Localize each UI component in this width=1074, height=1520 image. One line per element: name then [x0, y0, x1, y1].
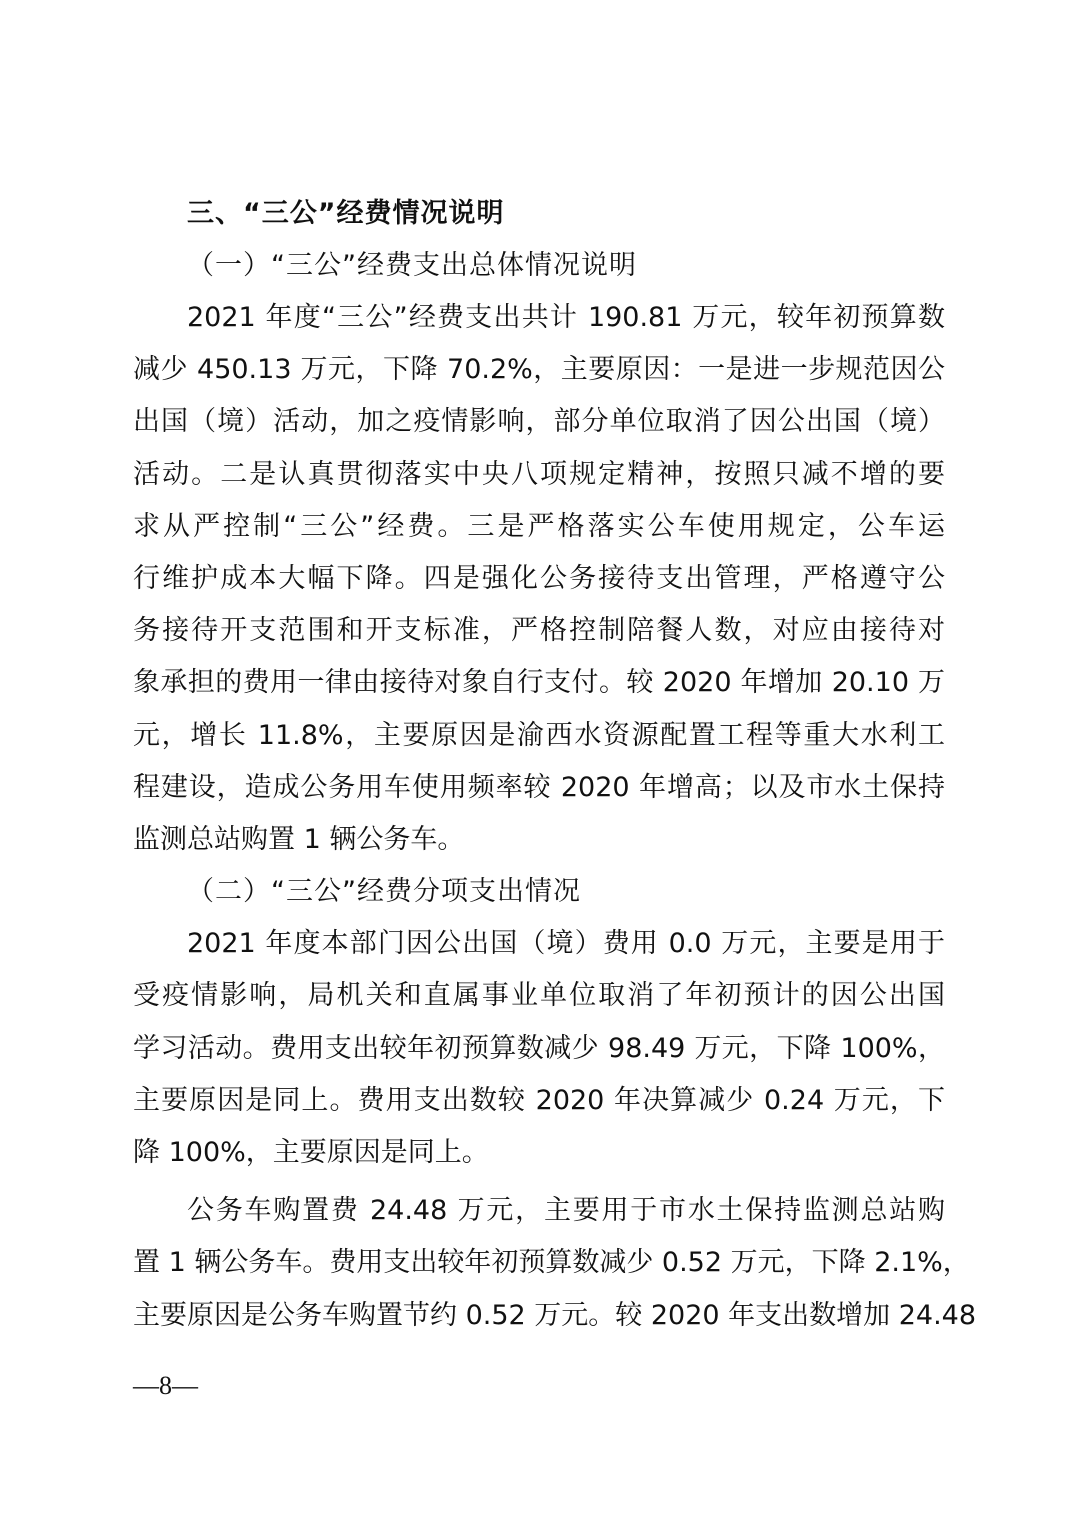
paragraph-line: 象承担的费用一律由接待对象自行支付。较 2020 年增加 20.10 万 — [133, 667, 945, 699]
paragraph-line: 活动。二是认真贯彻落实中央八项规定精神，按照只减不增的要 — [133, 458, 945, 490]
paragraph-line: 程建设，造成公务用车使用频率较 2020 年增高；以及市水土保持 — [133, 771, 945, 803]
paragraph-line: 减少 450.13 万元，下降 70.2%，主要原因：一是进一步规范因公 — [133, 354, 945, 386]
paragraph-line: 降 100%，主要原因是同上。 — [133, 1137, 489, 1169]
paragraph-line: 元，增长 11.8%，主要原因是渝西水资源配置工程等重大水利工 — [133, 719, 945, 751]
paragraph-line: 2021 年度“三公”经费支出共计 190.81 万元，较年初预算数 — [187, 302, 945, 333]
paragraph-vehicle-purchase — [133, 1185, 977, 1342]
paragraph-line: 置 1 辆公务车。费用支出较年初预算数减少 0.52 万元，下降 2.1%， — [133, 1247, 970, 1279]
subsection-title-overall: （一）“三公”经费支出总体情况说明 — [187, 250, 637, 281]
paragraph-line: 学习活动。费用支出较年初预算数减少 98.49 万元，下降 100%， — [133, 1032, 945, 1064]
paragraph-line: 主要原因是公务车购置节约 0.52 万元。较 2020 年支出数增加 24.48 — [133, 1299, 977, 1331]
document-body — [133, 188, 977, 1342]
paragraph-line: 主要原因是同上。费用支出数较 2020 年决算减少 0.24 万元，下 — [133, 1084, 945, 1116]
paragraph-line: 2021 年度本部门因公出国（境）费用 0.0 万元，主要是用于 — [187, 928, 945, 960]
paragraph-line: 行维护成本大幅下降。四是强化公务接待支出管理，严格遵守公 — [133, 563, 945, 595]
paragraph-line: 公务车购置费 24.48 万元，主要用于市水土保持监测总站购 — [187, 1195, 945, 1227]
paragraph-line: 求从严控制“三公”经费。三是严格落实公车使用规定，公车运 — [133, 510, 945, 542]
paragraph-overseas — [133, 918, 945, 1179]
paragraph-line: 监测总站购置 1 辆公务车。 — [133, 824, 465, 856]
section-title: 三、“三公”经费情况说明 — [187, 198, 505, 229]
paragraph-line: 受疫情影响，局机关和直属事业单位取消了年初预计的因公出国 — [133, 980, 945, 1012]
page-number: —8— — [133, 1371, 198, 1400]
subsection-title-items: （二）“三公”经费分项支出情况 — [187, 876, 581, 908]
paragraph-line: 务接待开支范围和开支标准，严格控制陪餐人数，对应由接待对 — [133, 615, 945, 647]
paragraph-line: 出国（境）活动，加之疫情影响，部分单位取消了因公出国（境） — [133, 406, 945, 438]
paragraph-overall — [133, 292, 945, 866]
